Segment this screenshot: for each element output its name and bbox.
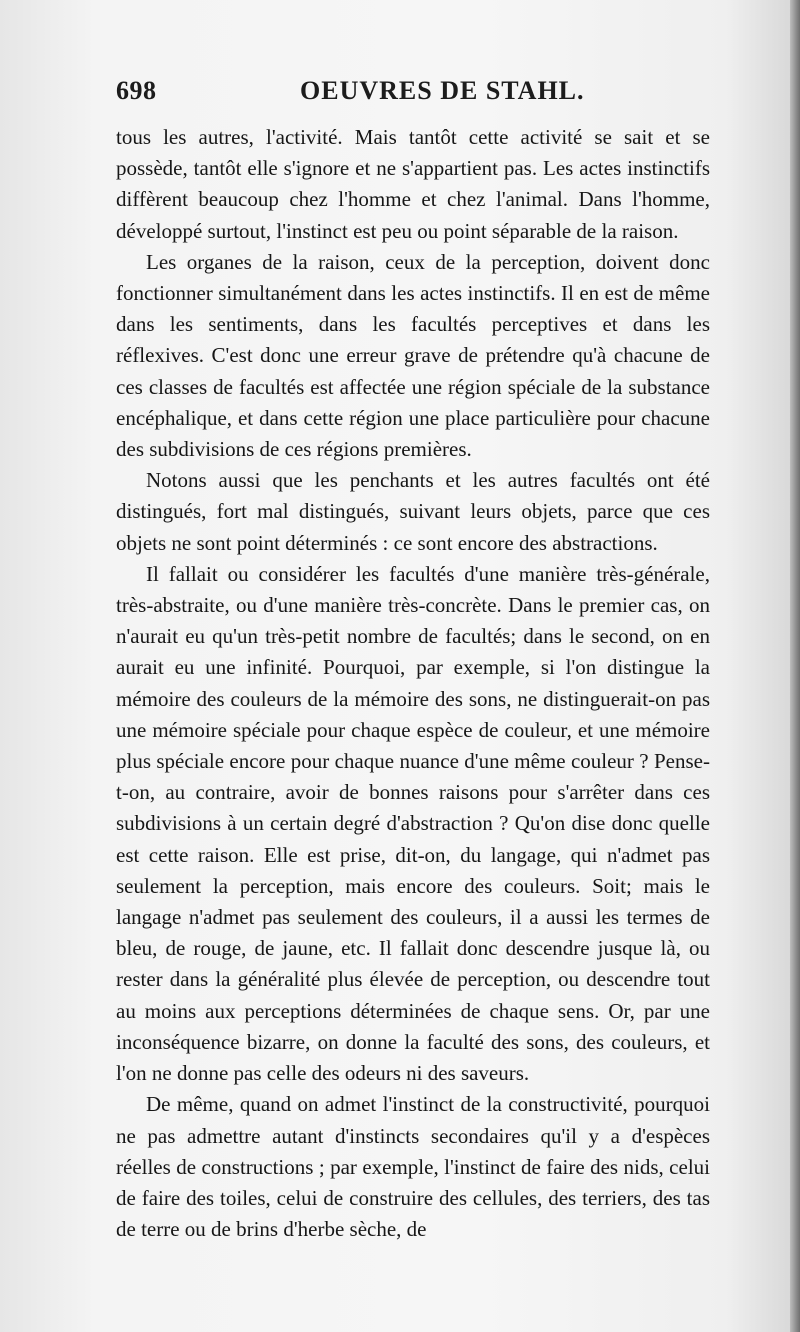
running-title: OEUVRES DE STAHL.	[300, 76, 585, 105]
page-header	[116, 76, 710, 116]
paragraph-1: tous les autres, l'activité. Mais tantôt cette activité se sait et se possède, tantôt elle s'ignore et ne s'appartient pas. Les actes instinctifs diffèrent beaucoup chez l'homme et chez l'animal. Dans l'homme, développé surtout, l'instinct est peu ou point séparable de la raison.	[116, 125, 710, 243]
paragraph-3: Notons aussi que les penchants et les autres facultés ont été distingués, fort mal distingués, suivant leurs objets, parce que ces objets ne sont point déterminés : ce sont encore des abstractions.	[116, 468, 710, 555]
paragraph-2: Les organes de la raison, ceux de la perception, doivent donc fonctionner simultanément dans les actes instinctifs. Il en est de même dans les sentiments, dans les facultés perceptives et dans les réflexives. C'est donc une erreur grave de prétendre qu'à chacune de ces classes de facultés est affectée une région spéciale de la substance encéphalique, et dans cette région une place particulière pour chacune des subdivisions de ces régions premières.	[116, 249, 710, 462]
page-number: 698	[116, 76, 157, 105]
page-edge-shadow	[790, 0, 800, 1332]
paragraph-4: Il fallait ou considérer les facultés d'une manière très-générale, très-abstraite, ou d'une manière très-concrète. Dans le premier cas, on n'aurait eu qu'un très-petit nombre de facultés; dans le second, on en aurait eu une infinité. Pourquoi, par exemple, si l'on distingue la mémoire des couleurs de la mémoire des sons, ne distinguerait-on pas une mémoire spéciale pour chaque espèce de couleur, et une mémoire plus spéciale encore pour chaque nuance d'une même couleur ? Pense-t-on, au contraire, avoir de bonnes raisons pour s'arrêter dans ces subdivisions à un certain degré d'abstraction ? Qu'on dise donc quelle est cette raison. Elle est prise, dit-on, du langage, qui n'admet pas seulement la perception, mais encore des couleurs. Soit; mais le langage n'admet pas seulement des couleurs, il a aussi les termes de bleu, de rouge, de jaune, etc. Il fallait donc descendre jusque là, ou rester dans la généralité plus élevée de perception, ou descendre tout au moins aux perceptions déterminées de chaque sens. Or, par une inconséquence bizarre, on donne la faculté des sons, des couleurs, et l'on ne donne pas celle des odeurs ni des saveurs.	[116, 561, 710, 1086]
body-text	[116, 122, 710, 1245]
paragraph-5: De même, quand on admet l'instinct de la constructivité, pourquoi ne pas admettre autant d'instincts secondaires qu'il y a d'espèces réelles de constructions ; par exemple, l'instinct de faire des nids, celui de faire des toiles, celui de construire des cellules, des terriers, des tas de terre ou de brins d'herbe sèche, de	[116, 1092, 710, 1242]
